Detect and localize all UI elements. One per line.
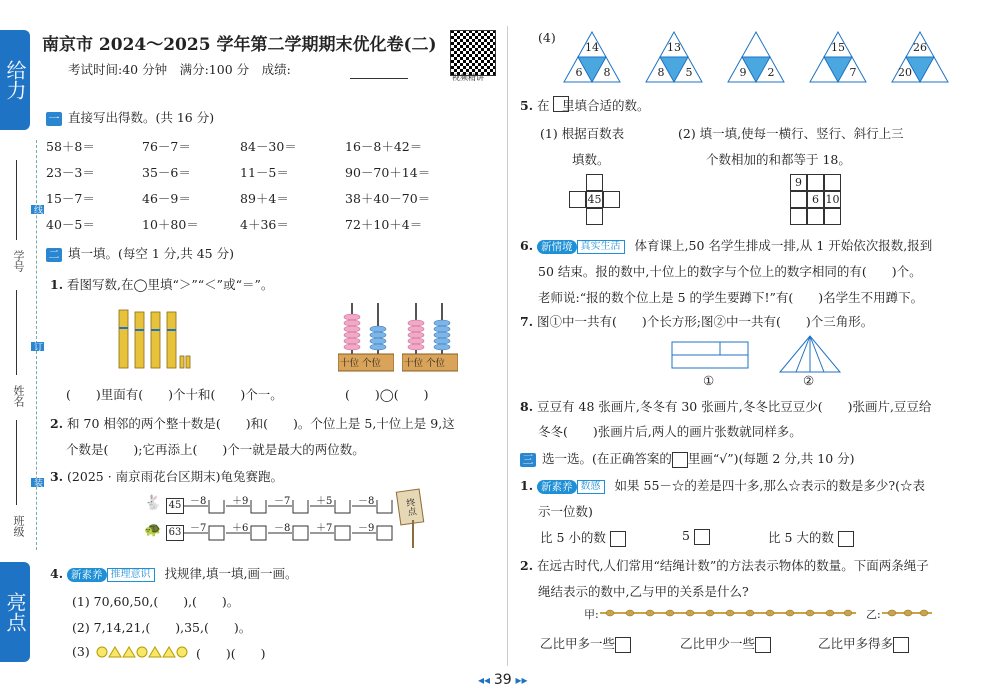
cut-mark-2: 订 bbox=[32, 342, 42, 351]
s1-r3c1: 10＋80＝ bbox=[142, 217, 199, 232]
tri1-right: 8 bbox=[603, 66, 611, 79]
rq8-body1: 豆豆有 48 张画片,冬冬有 30 张画片,冬冬比豆豆少( )张画片,豆豆给 bbox=[537, 399, 932, 414]
qr-code[interactable] bbox=[450, 30, 496, 76]
rq5-num: 5. bbox=[520, 98, 534, 113]
column-divider bbox=[507, 26, 508, 666]
tri2-left: 8 bbox=[657, 66, 665, 79]
s2q4-body: 找规律,填一填,画一画。 bbox=[164, 566, 298, 581]
turtle-start: 63 bbox=[166, 525, 184, 541]
s2q2-body1: 和 70 相邻的两个整十数是( )和( )。个位上是 5,十位上是 9,这 bbox=[67, 416, 455, 431]
page-title: 南京市 2024～2025 学年第二学期期末优化卷(二) bbox=[42, 35, 437, 55]
magic-r0c0: 9 bbox=[790, 174, 807, 191]
magic-r1c1: 6 bbox=[807, 191, 824, 208]
s3q2-body1: 在远古时代,人们常用“结绳计数”的方法表示物体的数量。下面两条绳子 bbox=[537, 558, 929, 573]
s2q4-item1[interactable]: (1) 70,60,50,( ),( )。 bbox=[72, 594, 240, 609]
section3-badge: 三 bbox=[520, 453, 536, 467]
section1-title: 直接写出得数。(共 16 分) bbox=[68, 110, 215, 125]
prev-page-icon[interactable]: ◂◂ bbox=[478, 673, 491, 687]
figure2-label: ② bbox=[803, 373, 815, 388]
s3q1-opt1[interactable] bbox=[540, 528, 626, 547]
section3-heading bbox=[520, 449, 855, 468]
rq6-line1 bbox=[520, 236, 932, 254]
rabbit-op-2: ＋9 bbox=[232, 496, 249, 507]
rq7-body: 图①中一共有( )个长方形;图②中一共有( )个三角形。 bbox=[537, 314, 874, 329]
s1-r3c2: 4＋36＝ bbox=[240, 217, 289, 232]
rabbit-op-1: －8 bbox=[190, 496, 207, 507]
s3q1-opt3-box[interactable] bbox=[838, 531, 854, 547]
s2q4-item3-label: (3) bbox=[72, 644, 90, 659]
s2q1-num: 1. bbox=[50, 277, 64, 292]
cut-mark-1: 线 bbox=[32, 205, 42, 214]
s1-r1c1: 35－6＝ bbox=[142, 165, 191, 180]
rq7-text[interactable] bbox=[520, 312, 873, 330]
rope-a-label: 甲: bbox=[584, 608, 599, 621]
turtle-icon: 🐢 bbox=[144, 522, 162, 538]
s3q1-tag: 新素养 bbox=[537, 480, 577, 494]
side-tab-top: 给力 bbox=[0, 30, 30, 130]
rq5-inline-box bbox=[553, 96, 569, 112]
s1-r1c0: 23－3＝ bbox=[46, 165, 95, 180]
s3q2-opt3[interactable] bbox=[818, 634, 909, 653]
name-label: 姓名 bbox=[12, 385, 25, 407]
turtle-op-4: ＋7 bbox=[316, 523, 333, 534]
rq5-sub1-line1: (1) 根据百数表 bbox=[540, 126, 625, 141]
rq5-body: 在 里填合适的数。 bbox=[537, 98, 650, 113]
s2q1-body: 看图写数,在◯里填“＞”“＜”或“＝”。 bbox=[67, 277, 274, 292]
s3q1-opt2-box[interactable] bbox=[694, 529, 710, 545]
s3q2-opt2-box[interactable] bbox=[755, 637, 771, 653]
cross-left[interactable] bbox=[569, 191, 586, 208]
race-arrows bbox=[182, 500, 402, 545]
section3-title-box bbox=[672, 452, 688, 468]
rq5-sub2-line1: (2) 填一填,使每一横行、竖行、斜行上三 bbox=[678, 126, 904, 141]
s1-r2c0: 15－7＝ bbox=[46, 191, 95, 206]
shape-pattern bbox=[96, 645, 192, 659]
page-number: 39 bbox=[493, 672, 512, 688]
tri2-right: 5 bbox=[685, 66, 693, 79]
student-id-label: 学号 bbox=[12, 250, 25, 272]
rq8-num: 8. bbox=[520, 399, 534, 414]
class-label: 班级 bbox=[12, 515, 25, 537]
tri5-top: 26 bbox=[913, 41, 927, 54]
s3q2-opt2[interactable] bbox=[680, 634, 771, 653]
s1-r0c3: 16－8＋42＝ bbox=[345, 139, 423, 154]
rope-b-label: 乙: bbox=[866, 608, 881, 621]
s1-r2c2: 89＋4＝ bbox=[240, 191, 289, 206]
s2q2-num: 2. bbox=[50, 416, 64, 431]
triangles-figure bbox=[778, 334, 842, 374]
s3q2-line2: 绳结表示的数中,乙与甲的关系是什么? bbox=[538, 584, 749, 599]
s2q4-item2[interactable]: (2) 7,14,21,( ),35,( )。 bbox=[72, 620, 252, 635]
cross-center: 45 bbox=[587, 193, 602, 206]
s3q1-opt1-label: 比 5 小的数 bbox=[540, 530, 606, 545]
cut-mark-3: 装 bbox=[32, 478, 42, 487]
tri3-right: 2 bbox=[767, 66, 775, 79]
s1-r0c0: 58＋8＝ bbox=[46, 139, 95, 154]
rq8-line2[interactable]: 冬冬( )张画片后,两人的画片张数就同样多。 bbox=[538, 424, 802, 439]
page-footer bbox=[478, 672, 528, 688]
s2q3-text bbox=[50, 467, 283, 485]
section1-heading bbox=[46, 108, 214, 126]
stick-bundles-figure bbox=[115, 308, 195, 370]
s3q2-opt1[interactable] bbox=[540, 634, 631, 653]
rq6-tag2: 真实生活 bbox=[577, 240, 625, 254]
s2q1-answer-right[interactable]: ( )◯( ) bbox=[345, 387, 429, 402]
tri1-top: 14 bbox=[585, 41, 599, 54]
magic-r1c2: 10 bbox=[825, 193, 840, 206]
rabbit-icon: 🐇 bbox=[144, 495, 162, 511]
rq8-line1[interactable] bbox=[520, 397, 931, 415]
s3q1-opt3[interactable] bbox=[768, 528, 854, 547]
s3q2-num: 2. bbox=[520, 558, 534, 573]
abacus-right-label: 十位 个位 bbox=[404, 358, 446, 369]
tri4-right: 7 bbox=[849, 66, 857, 79]
s3q1-opt2[interactable] bbox=[682, 528, 710, 545]
next-page-icon[interactable]: ▸▸ bbox=[515, 673, 528, 687]
class-line[interactable] bbox=[16, 420, 17, 505]
s2q4-tag2: 推理意识 bbox=[107, 568, 155, 582]
s2q4-tag: 新素养 bbox=[67, 568, 107, 582]
rq5-sub2-line2: 个数相加的和都等于 18。 bbox=[706, 152, 851, 167]
rope-b bbox=[882, 607, 932, 619]
abacus-left-label: 十位 个位 bbox=[340, 358, 382, 369]
s3q1-line1 bbox=[520, 476, 925, 494]
s3q1-body1: 如果 55－☆的差是四十多,那么☆表示的数是多少?(☆表 bbox=[614, 478, 925, 493]
section2-title: 填一填。(每空 1 分,共 45 分) bbox=[68, 246, 234, 261]
exam-info: 考试时间:40 分钟 满分:100 分 成绩: bbox=[68, 62, 291, 77]
section2-heading bbox=[46, 244, 234, 262]
cross-bottom[interactable] bbox=[586, 208, 603, 225]
rq6-line3[interactable]: 老师说:“报的数个位上是 5 的学生要蹲下!”有( )名学生不用蹲下。 bbox=[538, 290, 924, 305]
s2q2-line2[interactable]: 个数是( );它再添上( )个一就是最大的两位数。 bbox=[66, 442, 365, 457]
rq6-body1: 体育课上,50 名学生排成一排,从 1 开始依次报数,报到 bbox=[634, 238, 933, 253]
section2-badge: 二 bbox=[46, 248, 62, 262]
turtle-op-1: －7 bbox=[190, 523, 207, 534]
s2q4-num: 4. bbox=[50, 566, 64, 581]
s3q1-line2: 示一位数) bbox=[538, 504, 593, 519]
s1-r3c0: 40－5＝ bbox=[46, 217, 95, 232]
rabbit-op-4: ＋5 bbox=[316, 496, 333, 507]
s3q2-opt1-box[interactable] bbox=[615, 637, 631, 653]
rq6-tag: 新情境 bbox=[537, 240, 577, 254]
magic-r0c1[interactable] bbox=[807, 174, 824, 191]
s1-r3c3: 72＋10＋4＝ bbox=[345, 217, 423, 232]
tri5-left: 20 bbox=[898, 66, 912, 79]
finish-post bbox=[412, 520, 414, 548]
s2q3-body: (2025 · 南京雨花台区期末)龟兔赛跑。 bbox=[67, 469, 284, 484]
figure1-label: ① bbox=[703, 373, 715, 388]
score-line[interactable] bbox=[350, 78, 408, 79]
tri3-left: 9 bbox=[739, 66, 747, 79]
s3q2-line1 bbox=[520, 556, 929, 574]
s1-r2c3: 38＋40－70＝ bbox=[345, 191, 431, 206]
s3q2-opt2-label: 乙比甲少一些 bbox=[680, 636, 756, 651]
magic-r2c1[interactable] bbox=[807, 208, 824, 225]
s2q1-text bbox=[50, 275, 273, 293]
s1-r0c2: 84－30＝ bbox=[240, 139, 297, 154]
student-id-line[interactable] bbox=[16, 160, 17, 240]
s2q4-item3-tail[interactable]: ( )( ) bbox=[196, 646, 266, 661]
rq7-num: 7. bbox=[520, 314, 534, 329]
cross-top[interactable] bbox=[586, 174, 603, 191]
s3q2-opt1-label: 乙比甲多一些 bbox=[540, 636, 616, 651]
rectangles-figure bbox=[670, 340, 752, 370]
rq6-line2[interactable]: 50 结束。报的数中,十位上的数字与个位上的数字相同的有( )个。 bbox=[538, 264, 922, 279]
s3q1-opt3-label: 比 5 大的数 bbox=[768, 530, 834, 545]
magic-r2c2[interactable] bbox=[824, 208, 841, 225]
rq4-label: (4) bbox=[538, 30, 556, 45]
side-tab-bottom: 亮点 bbox=[0, 562, 30, 662]
s2q3-num: 3. bbox=[50, 469, 64, 484]
s1-r1c2: 11－5＝ bbox=[240, 165, 289, 180]
s2q4-text bbox=[50, 564, 297, 582]
tri1-left: 6 bbox=[575, 66, 583, 79]
turtle-op-2: ＋6 bbox=[232, 523, 249, 534]
cross-right[interactable] bbox=[603, 191, 620, 208]
s3q1-num: 1. bbox=[520, 478, 534, 493]
rabbit-op-3: －7 bbox=[274, 496, 291, 507]
s1-r0c1: 76－7＝ bbox=[142, 139, 191, 154]
turtle-op-3: －8 bbox=[274, 523, 291, 534]
qr-caption: 视频精讲 bbox=[452, 73, 484, 82]
s1-r1c3: 90－70＋14＝ bbox=[345, 165, 431, 180]
s3q1-opt2-label: 5 bbox=[682, 528, 690, 543]
s2q2-line1[interactable] bbox=[50, 414, 455, 432]
section3-title-a: 选一选。(在正确答案的 bbox=[542, 451, 672, 466]
finish-sign: 终点 bbox=[396, 488, 424, 525]
s2q1-answer-left[interactable]: ( )里面有( )个十和( )个一。 bbox=[66, 387, 283, 402]
turtle-op-5: －9 bbox=[358, 523, 375, 534]
rq6-num: 6. bbox=[520, 238, 534, 253]
rabbit-start: 45 bbox=[166, 498, 184, 514]
tri2-top: 13 bbox=[667, 41, 681, 54]
magic-r0c2[interactable] bbox=[824, 174, 841, 191]
rq5-sub1-line2: 填数。 bbox=[572, 152, 610, 167]
magic-r1c0[interactable] bbox=[790, 191, 807, 208]
s3q1-tag2: 数感 bbox=[577, 480, 605, 494]
s3q2-opt3-label: 乙比甲多得多 bbox=[818, 636, 894, 651]
section1-badge: 一 bbox=[46, 112, 62, 126]
rabbit-op-5: －8 bbox=[358, 496, 375, 507]
section3-title-b: 里画“√”)(每题 2 分,共 10 分) bbox=[687, 451, 855, 466]
s1-r2c1: 46－9＝ bbox=[142, 191, 191, 206]
magic-r2c0[interactable] bbox=[790, 208, 807, 225]
rope-a bbox=[600, 607, 856, 619]
rq5-text bbox=[520, 96, 650, 114]
s3q2-opt3-box[interactable] bbox=[893, 637, 909, 653]
s3q1-opt1-box[interactable] bbox=[610, 531, 626, 547]
tri4-top: 15 bbox=[831, 41, 845, 54]
name-line[interactable] bbox=[16, 290, 17, 375]
